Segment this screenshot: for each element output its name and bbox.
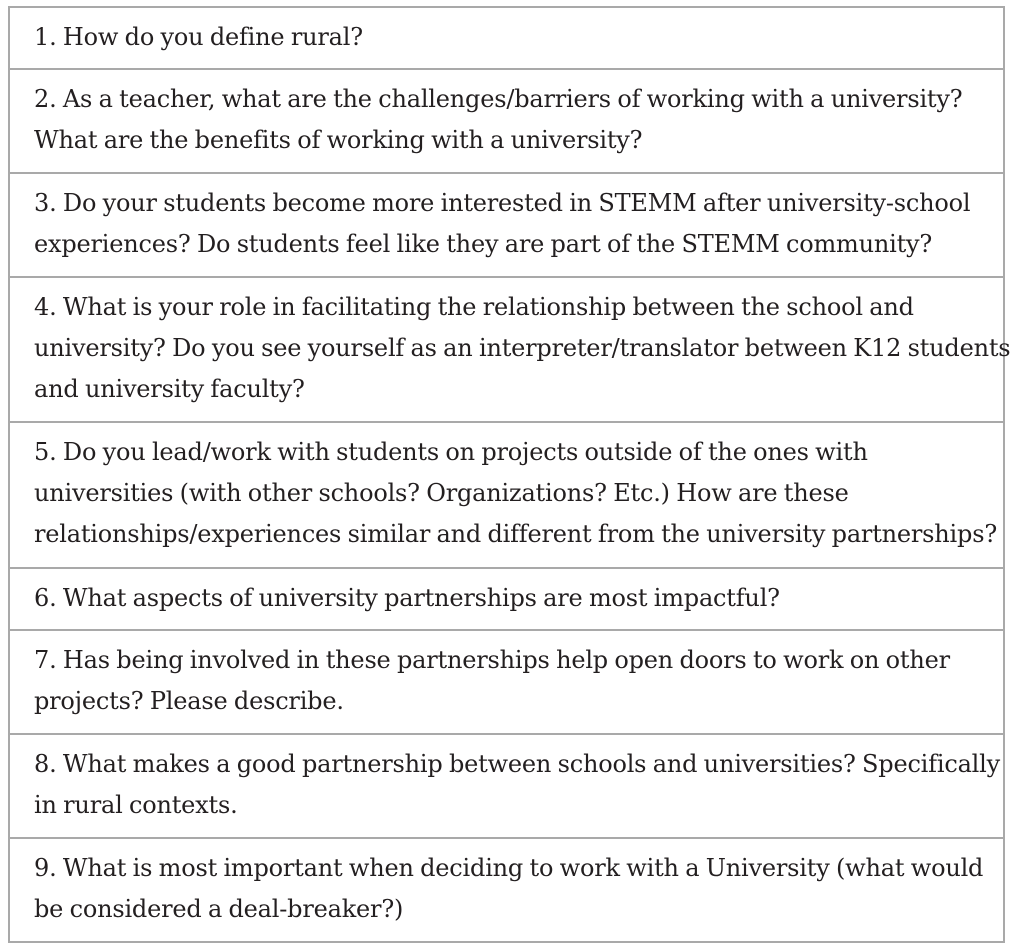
question-row xyxy=(9,173,1004,277)
question-cell xyxy=(9,277,1011,422)
question-text: What are the benefits of working with a university? xyxy=(34,126,643,154)
question-text: 7. Has being involved in these partnerships help open doors to work on other xyxy=(34,646,950,674)
question-text: relationships/experiences similar and different from the university partnerships? xyxy=(34,520,997,548)
question-row xyxy=(9,69,1004,173)
question-text: 5. Do you lead/work with students on projects outside of the ones with xyxy=(34,438,868,466)
question-text: 1. How do you define rural? xyxy=(34,23,363,51)
question-row xyxy=(9,734,1004,838)
question-cell xyxy=(9,422,1004,568)
question-row xyxy=(9,630,1004,734)
question-row xyxy=(9,7,1004,69)
question-text: universities (with other schools? Organizations? Etc.) How are these xyxy=(34,479,849,507)
question-row xyxy=(9,568,1004,630)
interview-questions-table xyxy=(8,6,1011,943)
question-text: university? Do you see yourself as an interpreter/translator between K12 students xyxy=(34,334,1011,362)
question-text: 3. Do your students become more interested in STEMM after university-school xyxy=(34,189,971,217)
question-row xyxy=(9,422,1004,568)
question-text: 6. What aspects of university partnerships are most impactful? xyxy=(34,584,780,612)
question-text: in rural contexts. xyxy=(34,791,238,819)
question-cell xyxy=(9,734,1004,838)
question-text: 9. What is most important when deciding to work with a University (what would xyxy=(34,854,984,882)
question-cell xyxy=(9,69,1004,173)
question-cell xyxy=(9,630,1004,734)
question-text: 4. What is your role in facilitating the relationship between the school and xyxy=(34,293,914,321)
question-row xyxy=(9,277,1004,422)
question-cell xyxy=(9,838,1004,942)
question-text: projects? Please describe. xyxy=(34,687,344,715)
question-cell xyxy=(9,173,1004,277)
question-row xyxy=(9,838,1004,942)
question-text: and university faculty? xyxy=(34,375,305,403)
question-text: 8. What makes a good partnership between schools and universities? Specifically xyxy=(34,750,1000,778)
question-text: be considered a deal-breaker?) xyxy=(34,895,404,923)
question-cell xyxy=(9,568,1004,630)
question-cell xyxy=(9,7,1004,69)
question-text: experiences? Do students feel like they are part of the STEMM community? xyxy=(34,230,933,258)
question-text: 2. As a teacher, what are the challenges/barriers of working with a university? xyxy=(34,85,963,113)
